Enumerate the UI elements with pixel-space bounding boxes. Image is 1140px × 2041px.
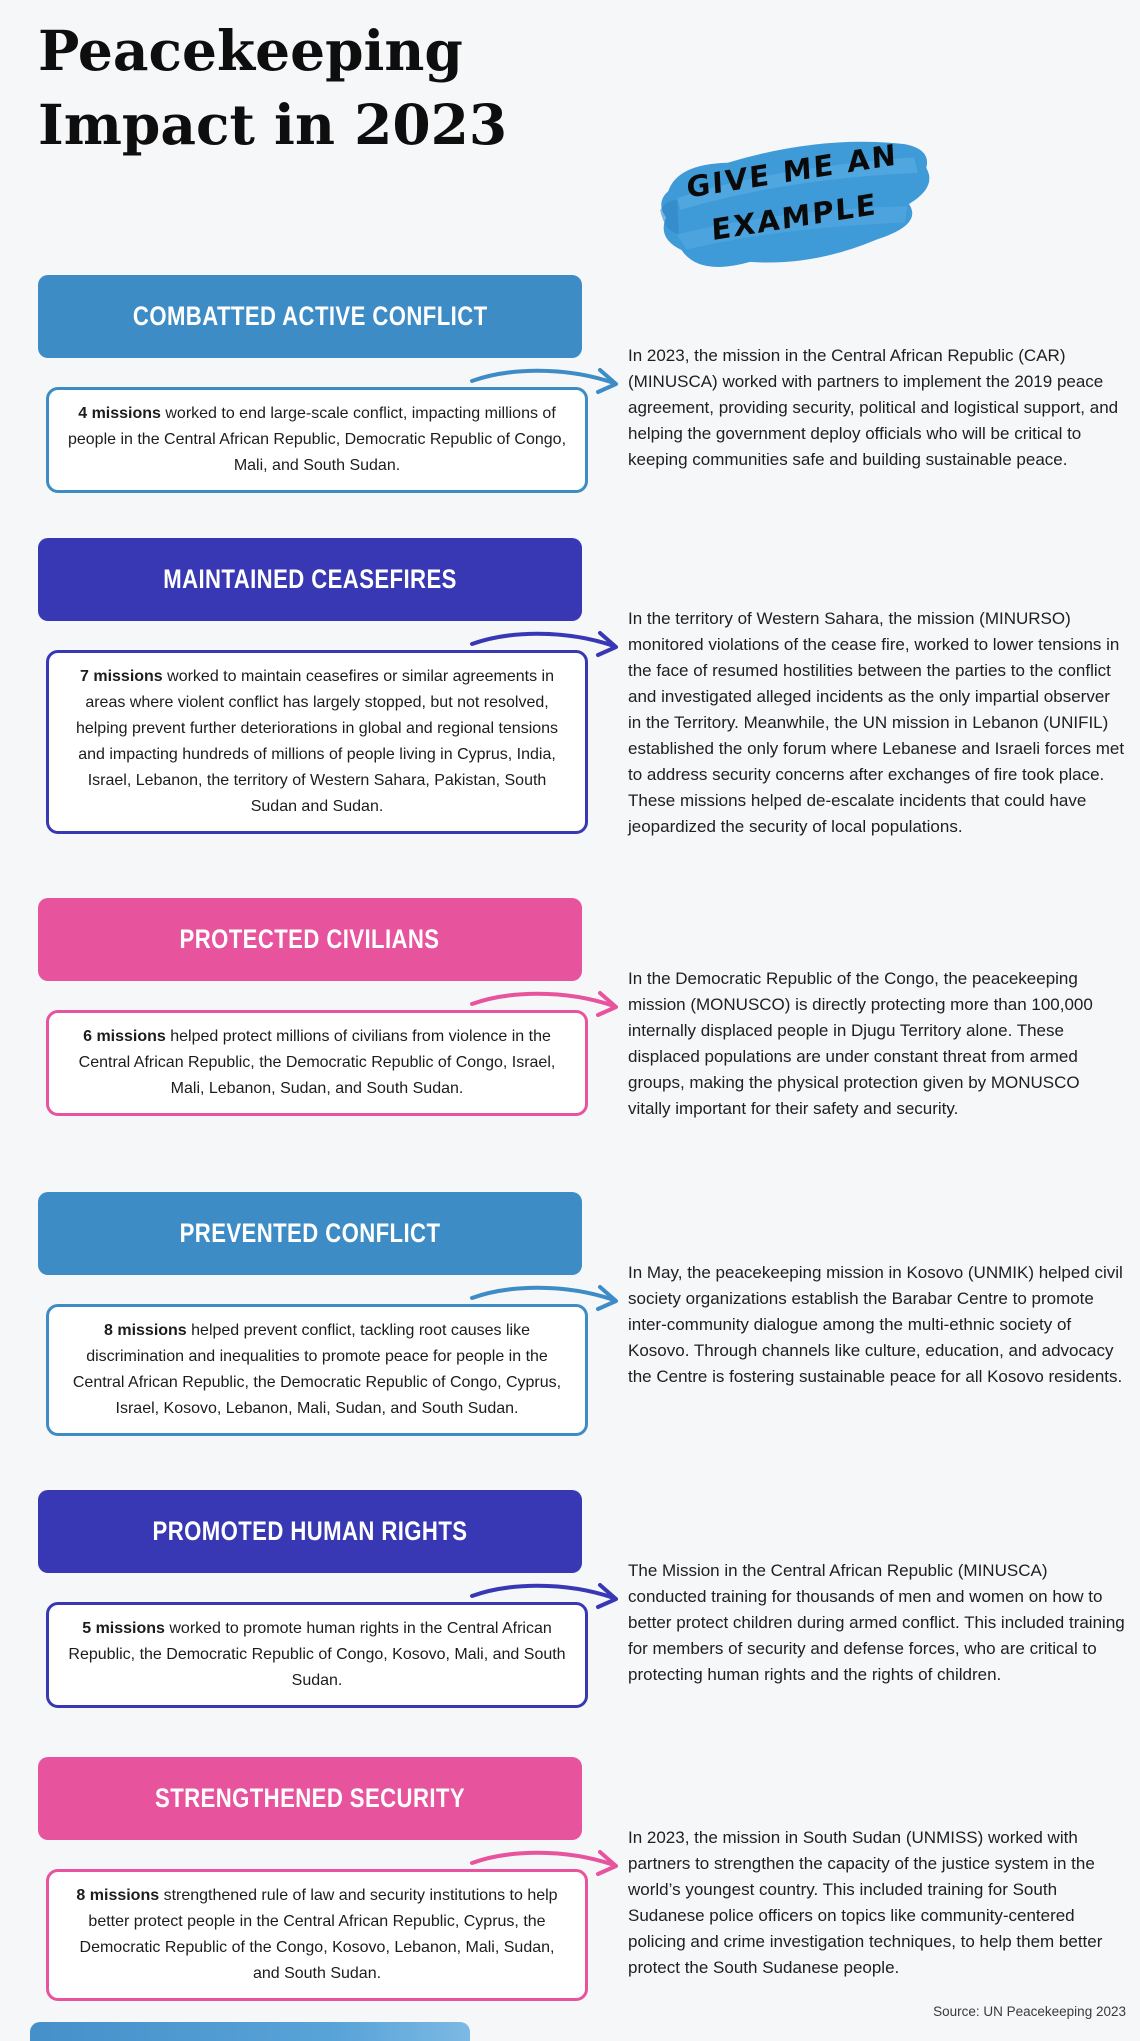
stat-box [46,1304,588,1436]
example-text: In May, the peacekeeping mission in Kosovo (UNMIK) helped civil society organizations establish the Barabar Centre to promote inter-community dialogue among the multi-ethnic society of Kosovo. Through channels like culture, education, and advocacy the Centre is fostering sustainable peace for all Kosovo residents. [628,1263,1123,1386]
partial-banner [30,2022,470,2041]
stat-rest: worked to end large-scale conflict, impacting millions of people in the Central African Republic, Democratic Republic of Congo, Mali, and South Sudan. [67,405,567,474]
stat-rest: helped prevent conflict, tackling root causes like discrimination and inequalities to promote peace for people in the Central African Republic, the Democratic Republic of Congo, Cyprus, Israel, Kosovo, Lebanon, Mali, Sudan, and South Sudan. [72,1322,562,1417]
stat-lead: 8 missions [104,1322,187,1339]
sticker-line2: EXAMPLE [710,186,879,248]
stat-lead: 4 missions [78,405,161,422]
example-text: The Mission in the Central African Republic (MINUSCA) conducted training for thousands of men and women on how to better protect children during armed conflict. This included training for members of security and defense forces, who are critical to protecting human rights and the rights of children. [628,1561,1125,1684]
stat-rest: helped protect millions of civilians from violence in the Central African Republic, the Democratic Republic of Congo, Israel, Mali, Lebanon, Sudan, and South Sudan. [78,1028,556,1097]
section-banner [38,275,582,358]
example-arrow-icon [468,1574,622,1614]
section-banner-label: PROMOTED HUMAN RIGHTS [152,1516,468,1546]
stat-box [46,1602,588,1708]
example-text: In the Democratic Republic of the Congo, the peacekeeping mission (MONUSCO) is directly protecting more than 100,000 internally displaced people in Djugu Territory alone. These displaced populations are under constant threat from armed groups, making the physical protection given by MONUSCO vitally important for their safety and security. [628,969,1093,1118]
section-banner-label: PREVENTED CONFLICT [179,1218,441,1248]
page-title [38,14,598,162]
section-banner [38,1757,582,1840]
stat-rest: worked to promote human rights in the Central African Republic, the Democratic Republic of Congo, Kosovo, Mali, and South Sudan. [68,1620,566,1689]
section-banner [38,538,582,621]
sticker-line1: GIVE ME AN [685,137,899,205]
example-arrow-icon [468,359,622,399]
stat-box [46,650,588,834]
stat-lead: 6 missions [83,1028,166,1045]
page-title-line2: Impact in 2023 [38,92,508,157]
example-arrow-icon [468,1841,622,1881]
stat-box [46,1010,588,1116]
source-credit: Source: UN Peacekeeping 2023 [933,2004,1126,2019]
stat-lead: 7 missions [80,668,163,685]
example-arrow-icon [468,622,622,662]
page-title-line1: Peacekeeping [38,18,463,83]
stat-box [46,1869,588,2001]
section-banner [38,898,582,981]
section-banner-label: MAINTAINED CEASEFIRES [163,564,457,594]
give-me-an-example-sticker [641,111,947,291]
section-banner-label: STRENGTHENED SECURITY [154,1783,465,1813]
example-text: In the territory of Western Sahara, the mission (MINURSO) monitored violations of the cease fire, worked to lower tensions in the face of resumed hostilities between the parties to the conflict and investigated alleged incidents as the only impartial observer in the Territory. Meanwhile, the UN mission in Lebanon (UNIFIL) established the only forum where Lebanese and Israeli forces met to address security concerns after exchanges of fire took place. These missions helped de-escalate incidents that could have jeopardized the security of local populations. [628,609,1125,836]
stat-lead: 5 missions [82,1620,165,1637]
stat-box [46,387,588,493]
example-text: In 2023, the mission in South Sudan (UNMISS) worked with partners to strengthen the capacity of the justice system in the world’s youngest country. This included training for South Sudanese police officers on topics like community-centered policing and crime investigation techniques, to help them better protect the South Sudanese people. [628,1828,1103,1977]
section-banner-label: PROTECTED CIVILIANS [180,924,440,954]
stat-rest: worked to maintain ceasefires or similar agreements in areas where violent conflict has largely stopped, but not resolved, helping prevent further deteriorations in global and regional tensions and impacting hundreds of millions of people living in Cyprus, India, Israel, Lebanon, the territory of Western Sahara, Pakistan, South Sudan and Sudan. [75,668,559,815]
example-text: In 2023, the mission in the Central African Republic (CAR) (MINUSCA) worked with partners to implement the 2019 peace agreement, providing security, political and logistical support, and helping the government deploy officials who will be critical to keeping communities safe and building sustainable peace. [628,346,1119,469]
stat-rest: strengthened rule of law and security institutions to help better protect people in the Central African Republic, Cyprus, the Democratic Republic of the Congo, Kosovo, Lebanon, Mali, Sudan, and South Sudan. [79,1887,558,1982]
section-banner-label: COMBATTED ACTIVE CONFLICT [132,301,488,331]
stat-lead: 8 missions [76,1887,160,1904]
section-banner [38,1490,582,1573]
example-arrow-icon [468,982,622,1022]
section-banner [38,1192,582,1275]
example-arrow-icon [468,1276,622,1316]
